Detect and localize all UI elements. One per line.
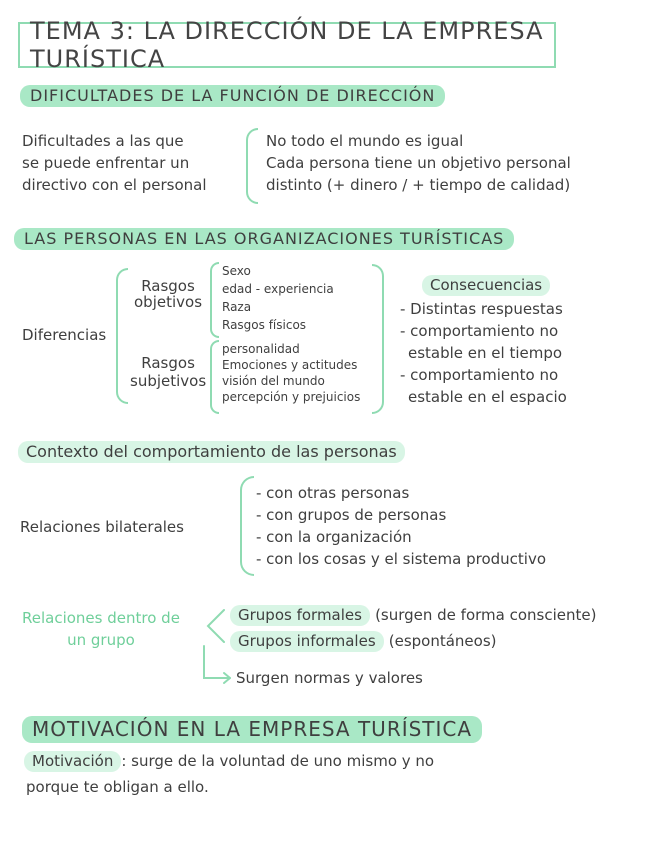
bilateral-label: Relaciones bilaterales bbox=[20, 518, 184, 536]
section1-left-line: directivo con el personal bbox=[22, 176, 207, 194]
section1-brace bbox=[246, 128, 258, 204]
objective-label-line: objetivos bbox=[134, 293, 203, 311]
consequence-line: - Distintas respuestas bbox=[400, 300, 563, 318]
arrow-right-icon bbox=[204, 646, 230, 678]
group-label bbox=[22, 607, 180, 651]
subjective-label-line: subjetivos bbox=[130, 372, 207, 390]
objective-item: edad - experiencia bbox=[222, 282, 334, 296]
section4-heading-text: MOTIVACIÓN EN LA EMPRESA TURÍSTICA bbox=[22, 716, 482, 743]
section2-heading-text: LAS PERSONAS EN LAS ORGANIZACIONES TURÍSTICAS bbox=[14, 228, 514, 250]
group-label-line: un grupo bbox=[67, 631, 135, 649]
section1-heading-text: DIFICULTADES DE LA FUNCIÓN DE DIRECCIÓN bbox=[20, 85, 445, 107]
section1-right bbox=[266, 130, 571, 196]
objective-label-line: Rasgos bbox=[141, 277, 195, 295]
page-title: TEMA 3: LA DIRECCIÓN DE LA EMPRESA TURÍSTICA bbox=[30, 17, 544, 73]
consequence-line: - comportamiento no bbox=[400, 322, 559, 340]
section1-heading bbox=[20, 86, 445, 105]
subjective-label-line: Rasgos bbox=[141, 354, 195, 372]
motivation-definition-2: porque te obligan a ello. bbox=[26, 778, 209, 796]
formal-groups-note: (surgen de forma consciente) bbox=[375, 606, 597, 624]
norms-text: Surgen normas y valores bbox=[236, 669, 423, 687]
section1-left bbox=[22, 130, 207, 196]
bilateral-item: - con otras personas bbox=[256, 484, 410, 502]
motivation-line1 bbox=[24, 750, 434, 772]
consequence-line: estable en el tiempo bbox=[408, 344, 563, 362]
objective-items bbox=[222, 264, 334, 332]
objective-label bbox=[134, 275, 202, 313]
chevron-left-icon bbox=[208, 610, 224, 642]
bilateral-item: - con los cosas y el sistema productivo bbox=[256, 550, 547, 568]
bilateral-item: - con grupos de personas bbox=[256, 506, 447, 524]
bilateral-brace bbox=[240, 476, 254, 576]
section4-heading bbox=[22, 717, 482, 741]
informal-groups-row bbox=[230, 630, 497, 652]
section1-right-line: No todo el mundo es igual bbox=[266, 132, 464, 150]
group-label-line: Relaciones dentro de bbox=[22, 609, 180, 627]
title-box bbox=[18, 17, 556, 73]
subjective-item: visión del mundo bbox=[222, 374, 325, 388]
consequences-title bbox=[422, 274, 550, 296]
informal-groups-note: (espontáneos) bbox=[388, 632, 497, 650]
bilateral-items bbox=[256, 482, 546, 570]
section1-right-line: distinto (+ dinero / + tiempo de calidad) bbox=[266, 176, 571, 194]
consequences-title-text: Consecuencias bbox=[422, 275, 550, 296]
formal-groups-label: Grupos formales bbox=[230, 605, 370, 626]
differences-label: Diferencias bbox=[22, 326, 107, 344]
motivation-definition-1: : surge de la voluntad de uno mismo y no bbox=[121, 752, 435, 770]
subjective-item: Emociones y actitudes bbox=[222, 358, 358, 372]
objective-item: Sexo bbox=[222, 264, 251, 278]
consequences-list bbox=[400, 298, 567, 408]
subjective-items bbox=[222, 342, 360, 404]
differences-brace bbox=[116, 268, 128, 404]
subjective-item: personalidad bbox=[222, 342, 300, 356]
subjective-brace bbox=[210, 340, 219, 414]
consequence-line: estable en el espacio bbox=[408, 388, 567, 406]
objective-brace bbox=[210, 262, 219, 338]
consequence-line: - comportamiento no bbox=[400, 366, 559, 384]
subjective-item: percepción y prejuicios bbox=[222, 390, 361, 404]
section3-heading bbox=[18, 442, 405, 461]
formal-groups-row bbox=[230, 604, 596, 626]
objective-item: Rasgos físicos bbox=[222, 318, 307, 332]
bilateral-item: - con la organización bbox=[256, 528, 412, 546]
section3-heading-text: Contexto del comportamiento de las personas bbox=[18, 441, 405, 463]
section1-left-line: se puede enfrentar un bbox=[22, 154, 190, 172]
motivation-term: Motivación bbox=[24, 751, 121, 772]
informal-groups-label: Grupos informales bbox=[230, 631, 384, 652]
section2-heading bbox=[14, 229, 514, 248]
section1-left-line: Dificultades a las que bbox=[22, 132, 184, 150]
consequences-brace bbox=[372, 264, 384, 414]
subjective-label bbox=[130, 352, 206, 392]
objective-item: Raza bbox=[222, 300, 252, 314]
section1-right-line: Cada persona tiene un objetivo personal bbox=[266, 154, 571, 172]
